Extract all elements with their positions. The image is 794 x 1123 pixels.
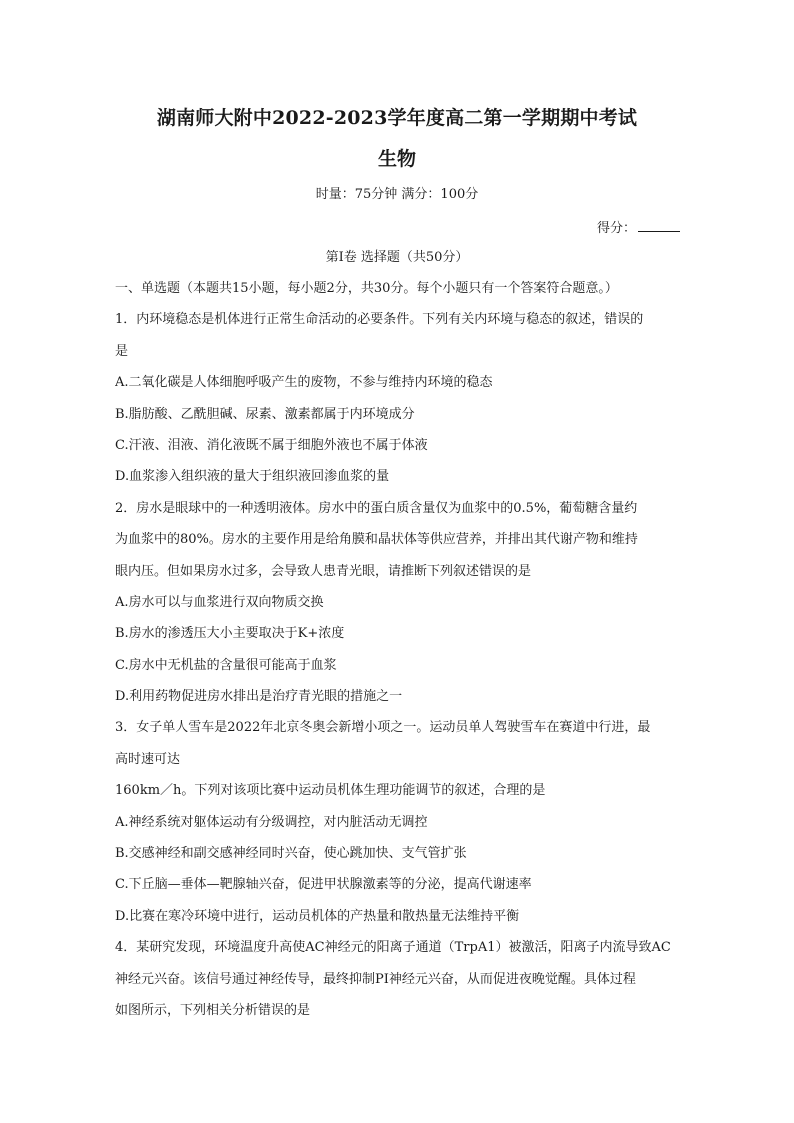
option-b: B.脂肪酸、乙酰胆碱、尿素、激素都属于内环境成分 xyxy=(115,406,415,422)
question-stem-line: 高时速可达 xyxy=(115,751,181,767)
option-a: A.二氧化碳是人体细胞呼吸产生的废物，不参与维持内环境的稳态 xyxy=(115,375,493,391)
exam-time-and-score-info: 时量：75分钟 满分：100分 xyxy=(315,187,479,202)
exam-content xyxy=(115,279,681,1032)
exam-subject: 生物 xyxy=(377,148,416,170)
question-stem-line: 4．某研究发现，环境温度升高使AC神经元的阳离子通道（TrpA1）被激活，阳离子内流导致AC xyxy=(115,940,671,956)
option-c: C.下丘脑—垂体—靶腺轴兴奋，促进甲状腺激素等的分泌，提高代谢速率 xyxy=(115,877,532,893)
question-stem-line: 160km／h。下列对该项比赛中运动员机体生理功能调节的叙述，合理的是 xyxy=(115,783,546,799)
question-1 xyxy=(115,310,681,498)
question-stem-line: 1．内环境稳态是机体进行正常生命活动的必要条件。下列有关内环境与稳态的叙述，错误的 xyxy=(115,312,644,328)
option-c: C.汗液、泪液、消化液既不属于细胞外液也不属于体液 xyxy=(115,437,428,453)
question-stem-line: 如图所示，下列相关分析错误的是 xyxy=(115,1002,311,1018)
question-stem-line: 是 xyxy=(115,343,129,359)
option-d: D.利用药物促进房水排出是治疗青光眼的措施之一 xyxy=(115,689,403,705)
question-stem-line: 神经元兴奋。该信号通过神经传导，最终抑制PI神经元兴奋，从而促进夜晚觉醒。具体过程 xyxy=(115,971,636,987)
option-a: A.神经系统对躯体运动有分级调控，对内脏活动无调控 xyxy=(115,814,428,830)
question-stem-line: 2．房水是眼球中的一种透明液体。房水中的蛋白质含量仅为血浆中的0.5%，葡萄糖含量约 xyxy=(115,500,638,516)
exam-title: 湖南师大附中2022-2023学年度高二第一学期期中考试 xyxy=(156,107,638,129)
score-label: 得分： xyxy=(596,221,636,236)
section-title: 第Ⅰ卷 选择题（共50分） xyxy=(325,250,469,265)
question-stem-line: 为血浆中的80%。房水的主要作用是给角膜和晶状体等供应营养，并排出其代谢产物和维持 xyxy=(115,532,638,548)
option-d: D.血浆渗入组织液的量大于组织液回渗血浆的量 xyxy=(115,469,390,485)
score-field xyxy=(597,217,680,239)
option-b: B.房水的渗透压大小主要取决于K+浓度 xyxy=(115,626,345,642)
option-c: C.房水中无机盐的含量很可能高于血浆 xyxy=(115,657,337,673)
option-d: D.比赛在寒冷环境中进行，运动员机体的产热量和散热量无法维持平衡 xyxy=(115,908,520,924)
option-b: B.交感神经和副交感神经同时兴奋，使心跳加快、支气管扩张 xyxy=(115,846,467,862)
question-stem-line: 3．女子单人雪车是2022年北京冬奥会新增小项之一。运动员单人驾驶雪车在赛道中行进，最 xyxy=(115,720,651,736)
option-a: A.房水可以与血浆进行双向物质交换 xyxy=(115,594,324,610)
question-2 xyxy=(115,499,681,719)
section-instruction: 一、单选题（本题共15小题，每小题2分，共30分。每个小题只有一个答案符合题意。） xyxy=(115,281,618,296)
question-4 xyxy=(115,938,681,1032)
question-3 xyxy=(115,718,681,938)
question-stem-line: 眼内压。但如果房水过多，会导致人患青光眼，请推断下列叙述错误的是 xyxy=(115,563,532,579)
score-blank-line xyxy=(638,217,680,232)
